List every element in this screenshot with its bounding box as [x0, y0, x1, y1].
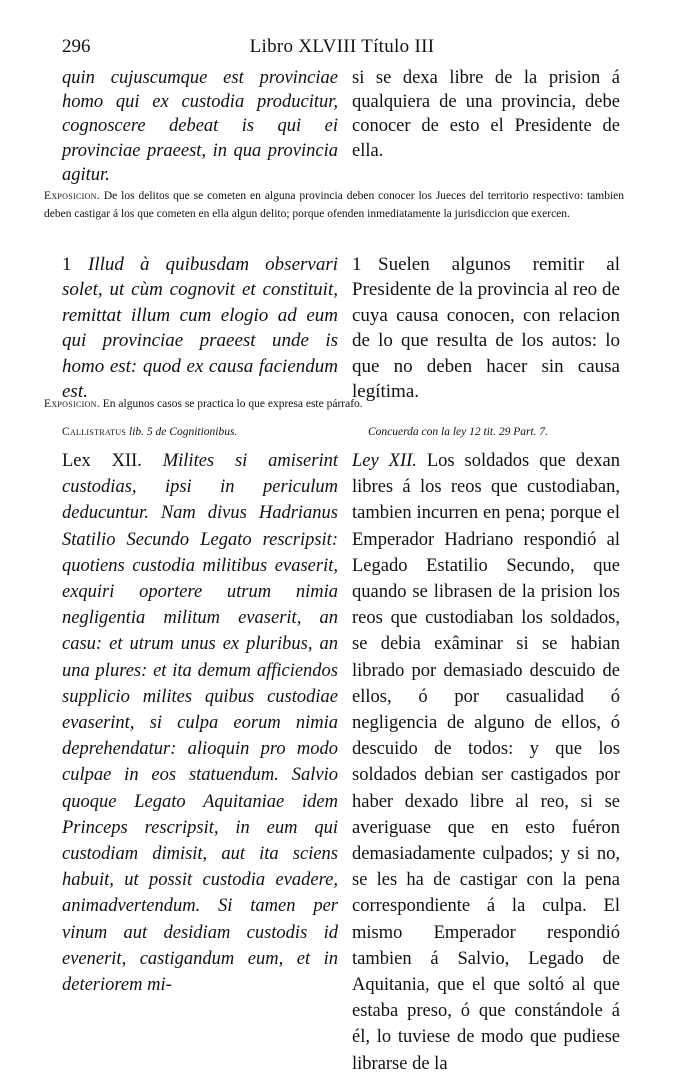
- citation-author: Callistratus: [62, 426, 127, 438]
- exposicion-text: En algunos casos se practica lo que expresa este párrafo.: [102, 398, 363, 410]
- running-header: [62, 36, 622, 60]
- page-number: 296: [62, 36, 91, 57]
- spanish-text-section-2: [352, 252, 620, 404]
- latin-paragraph: Illud à quibusdam observari solet, ut cùm cognovit et constituit, remittat illum cum elogio ad eum qui provinciae praeest unde is homo est: quod ex causa faciendum est.: [62, 254, 338, 403]
- citation-concordance: Concuerda con la ley 12 tit. 29 Part. 7.: [368, 426, 549, 438]
- exposicion-note-1: [44, 188, 624, 223]
- spanish-paragraph: Suelen algunos remitir al Presidente de la provincia al reo de cuya causa conocen, con relacion de lo que resulta de los autos: lo que no deben hacer sin causa legítima.: [352, 254, 620, 403]
- latin-text-section-1: quin cujuscumque est provinciae homo qui ex custodia producitur, cognoscere debeat is qui ei provinciae praeest, in qua provincia agitur.: [62, 68, 338, 185]
- latin-text-section-2: [62, 252, 338, 404]
- spanish-text-section-1: si se dexa libre de la prision á qualquiera de una provincia, debe conocer de esto el Presidente de ella.: [352, 68, 620, 161]
- running-title: Libro XLVIII Título III: [249, 36, 435, 57]
- exposicion-label: Exposicion.: [44, 190, 100, 202]
- spanish-paragraph: Los soldados que dexan libres á los reos que custodiaban, tambien incurren en pena; porque el Emperador Hadriano respondió al Legado Estatilio Secundo, que quando se librasen de la prision los reos que custodiaban los soldados, se debia exâminar si se habian librado por demasiado descuido de ellos, ó por casualidad ó negligencia de alguno de ellos, ó descuido de todos: y que los soldados debian ser castigados por haber dexado libre al reo, si se averiguase que en esto fuéron demasiadamente culpados; y si no, se les ha de castigar con la pena correspondiente á la culpa. El mismo Emperador respondió tambien á Salvio, Legado de Aquitania, que el que soltó al que estaba preso, ó que constándole á él, lo tuviese de modo que pudiese librarse de la: [352, 451, 620, 1074]
- latin-paragraph: Milites si amiserint custodias, ipsi in periculum deducuntur. Nam divus Hadrianus Statilio Secundo Legato rescripsit: quotiens custodia militibus evaserit, exquiri oportere utrum nimia negligentia militum evaserit, an casu: et utrum unus ex pluribus, an una plures: et ita demum afficiendos supplicio milites quibus custodiae evaserint, si culpa eorum nimia deprehendatur: alioquin pro modo culpae in eos statuendum. Salvio quoque Legato Aquitaniae idem Princeps rescripsit, in eum qui custodiam dimisit, aut ita sciens habuit, ut possit custodia evadere, animadvertendum. Si tamen per vinum aut desidiam custodis id evenerit, castigandum eum, et in deteriorem mi-: [62, 451, 338, 996]
- citation-work: lib. 5 de Cognitionibus.: [129, 426, 238, 438]
- paragraph-number: 1: [352, 254, 362, 275]
- lex-label: Lex XII.: [62, 451, 142, 471]
- spanish-text-section-3: [352, 448, 620, 1077]
- exposicion-note-2: [44, 396, 624, 414]
- paragraph-number: 1: [62, 254, 72, 275]
- ley-label: Ley XII.: [352, 451, 417, 471]
- exposicion-text: De los delitos que se cometen en alguna provincia deben conocer los Jueces del territorio respectivo: tambien deben castigar á los que cometen en ella algun delito; porque ofenden inmediatamente la jurisdiccion que exercen.: [44, 190, 624, 220]
- exposicion-label: Exposicion.: [44, 398, 100, 410]
- citation-latin: [62, 426, 338, 438]
- latin-text-section-3: [62, 448, 338, 998]
